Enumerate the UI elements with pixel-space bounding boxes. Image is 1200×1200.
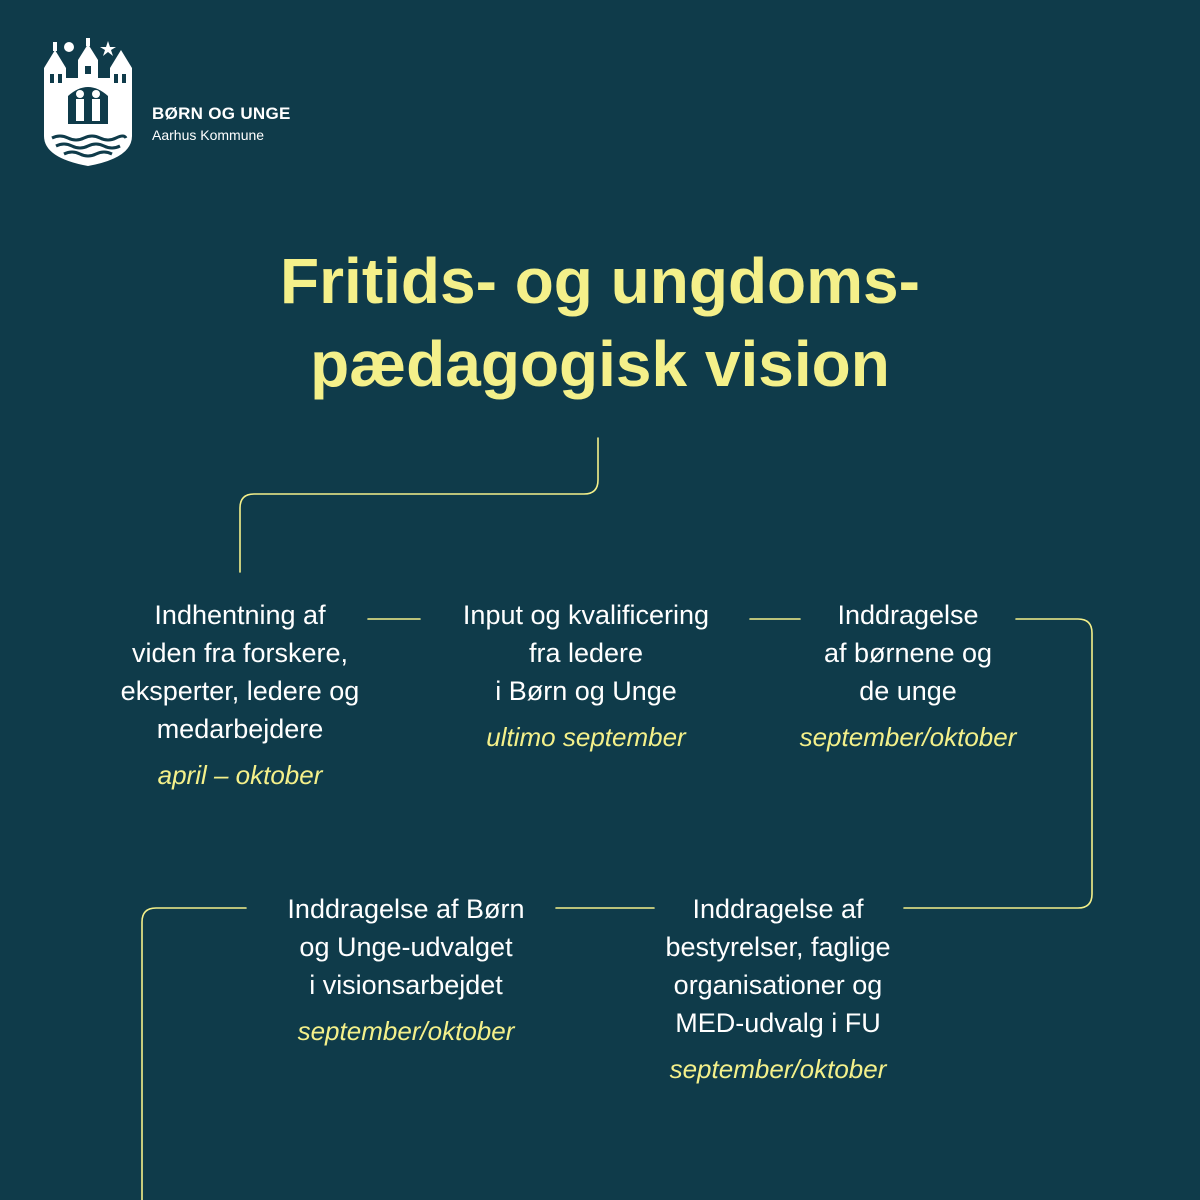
connector-step5-onward — [142, 908, 246, 1200]
step-leader-input — [430, 596, 742, 756]
step-text-line: MED-udvalg i FU — [675, 1008, 881, 1038]
page-title — [100, 240, 1100, 406]
step-text-line: Inddragelse af — [692, 894, 864, 924]
step-committee-involvement — [258, 890, 554, 1050]
step-text-line: Indhentning af — [154, 600, 326, 630]
step-text-line: de unge — [859, 676, 957, 706]
step-text-line: af børnene og — [823, 638, 993, 668]
step-date: september/oktober — [297, 1016, 515, 1046]
step-text-line: eksperter, ledere og — [120, 676, 360, 706]
step-text-line: organisationer og — [673, 970, 883, 1000]
organization-subtitle: Aarhus Kommune — [152, 127, 265, 143]
step-text-line: Input og kvalificering — [462, 600, 710, 630]
step-text-line: i visionsarbejdet — [309, 970, 503, 1000]
step-text-line: fra ledere — [528, 638, 644, 668]
step-text-line: i Børn og Unge — [495, 676, 677, 706]
page-title-line: pædagogisk vision — [310, 328, 890, 400]
step-text-line: Inddragelse — [837, 600, 979, 630]
aarhus-coat-of-arms-icon — [38, 38, 138, 166]
step-date: september/oktober — [669, 1054, 887, 1084]
connector-title-to-step1 — [240, 438, 598, 572]
step-text-line: medarbejdere — [156, 714, 324, 744]
step-text-line: og Unge-udvalget — [299, 932, 513, 962]
step-text-line: viden fra forskere, — [131, 638, 349, 668]
step-date: april – oktober — [157, 760, 323, 790]
step-boards-involvement — [640, 890, 916, 1088]
step-children-involvement — [790, 596, 1026, 756]
step-date: september/oktober — [799, 722, 1017, 752]
step-date: ultimo september — [486, 722, 686, 752]
page-title-line: Fritids- og ungdoms- — [280, 245, 920, 317]
step-text-line: bestyrelser, faglige — [665, 932, 891, 962]
step-text-line: Inddragelse af Børn — [287, 894, 525, 924]
organization-name: BØRN OG UNGE — [152, 104, 291, 123]
step-knowledge-gathering — [90, 596, 390, 794]
